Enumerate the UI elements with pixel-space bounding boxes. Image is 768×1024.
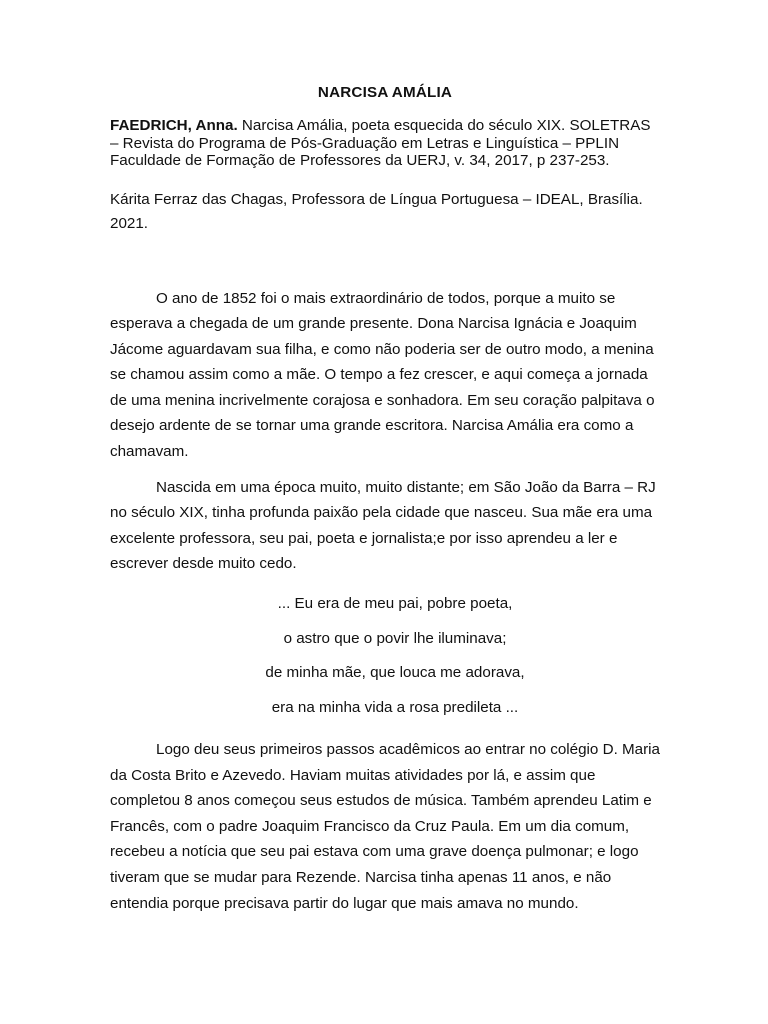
byline-year: 2021. xyxy=(110,214,149,232)
citation-author: FAEDRICH, Anna. xyxy=(110,117,238,134)
document-title: NARCISA AMÁLIA xyxy=(317,84,453,101)
byline xyxy=(110,188,660,236)
paragraph: O ano de 1852 foi o mais extraordinário de todos, porque a muito se esperava a chegada de um grande presente. Dona Narcisa Ignácia e Joaquim Jácome aguardavam sua filha, e como não poderia ser de outro modo, a menina se chamou assim como a mãe. O tempo a fez crescer, e aqui começa a jornada de uma menina incrivelmente corajosa e sonhadora. Em seu coração palpitava o desejo ardente de se tornar uma grande escritora. Narcisa Amália era como a chamavam. xyxy=(110,289,655,461)
byline-author: Kárita Ferraz das Chagas, Professora de Língua Portuguesa – IDEAL, Brasília. xyxy=(110,190,643,208)
paragraph: Nascida em uma época muito, muito distante; em São João da Barra – RJ no século XIX, tinha profunda paixão pela cidade que nasceu. Sua mãe era uma excelente professora, seu pai, poeta e jornalista;e por isso aprendeu a ler e escrever desde muito cedo. xyxy=(110,478,656,573)
paragraph: Logo deu seus primeiros passos acadêmicos ao entrar no colégio D. Maria da Costa Brito e Azevedo. Haviam muitas atividades por lá, e assim que completou 8 anos começou seus estudos de música. Também aprendeu Latim e Francês, com o padre Joaquim Francisco da Cruz Paula. Em um dia comum, recebeu a notícia que seu pai estava com uma grave doença pulmonar; e logo tiveram que se mudar para Rezende. Narcisa tinha apenas 11 anos, e não entendia porque precisava partir do lugar que mais amava no mundo. xyxy=(110,741,660,912)
verse-line: o astro que o povir lhe iluminava; xyxy=(283,629,507,647)
verse-line: era na minha vida a rosa predileta ... xyxy=(271,698,519,716)
verse-block xyxy=(110,587,660,725)
verse-line: de minha mãe, que louca me adorava, xyxy=(265,664,525,682)
verse-line: ... Eu era de meu pai, pobre poeta, xyxy=(277,595,513,613)
citation xyxy=(110,117,660,170)
citation-text: Narcisa Amália, poeta esquecida do século XIX. SOLETRAS – Revista do Programa de Pós-Graduação em Letras e Linguística – PPLIN Faculdade de Formação de Professores da UERJ, v. 34, 2017, p 237-253. xyxy=(110,117,651,169)
